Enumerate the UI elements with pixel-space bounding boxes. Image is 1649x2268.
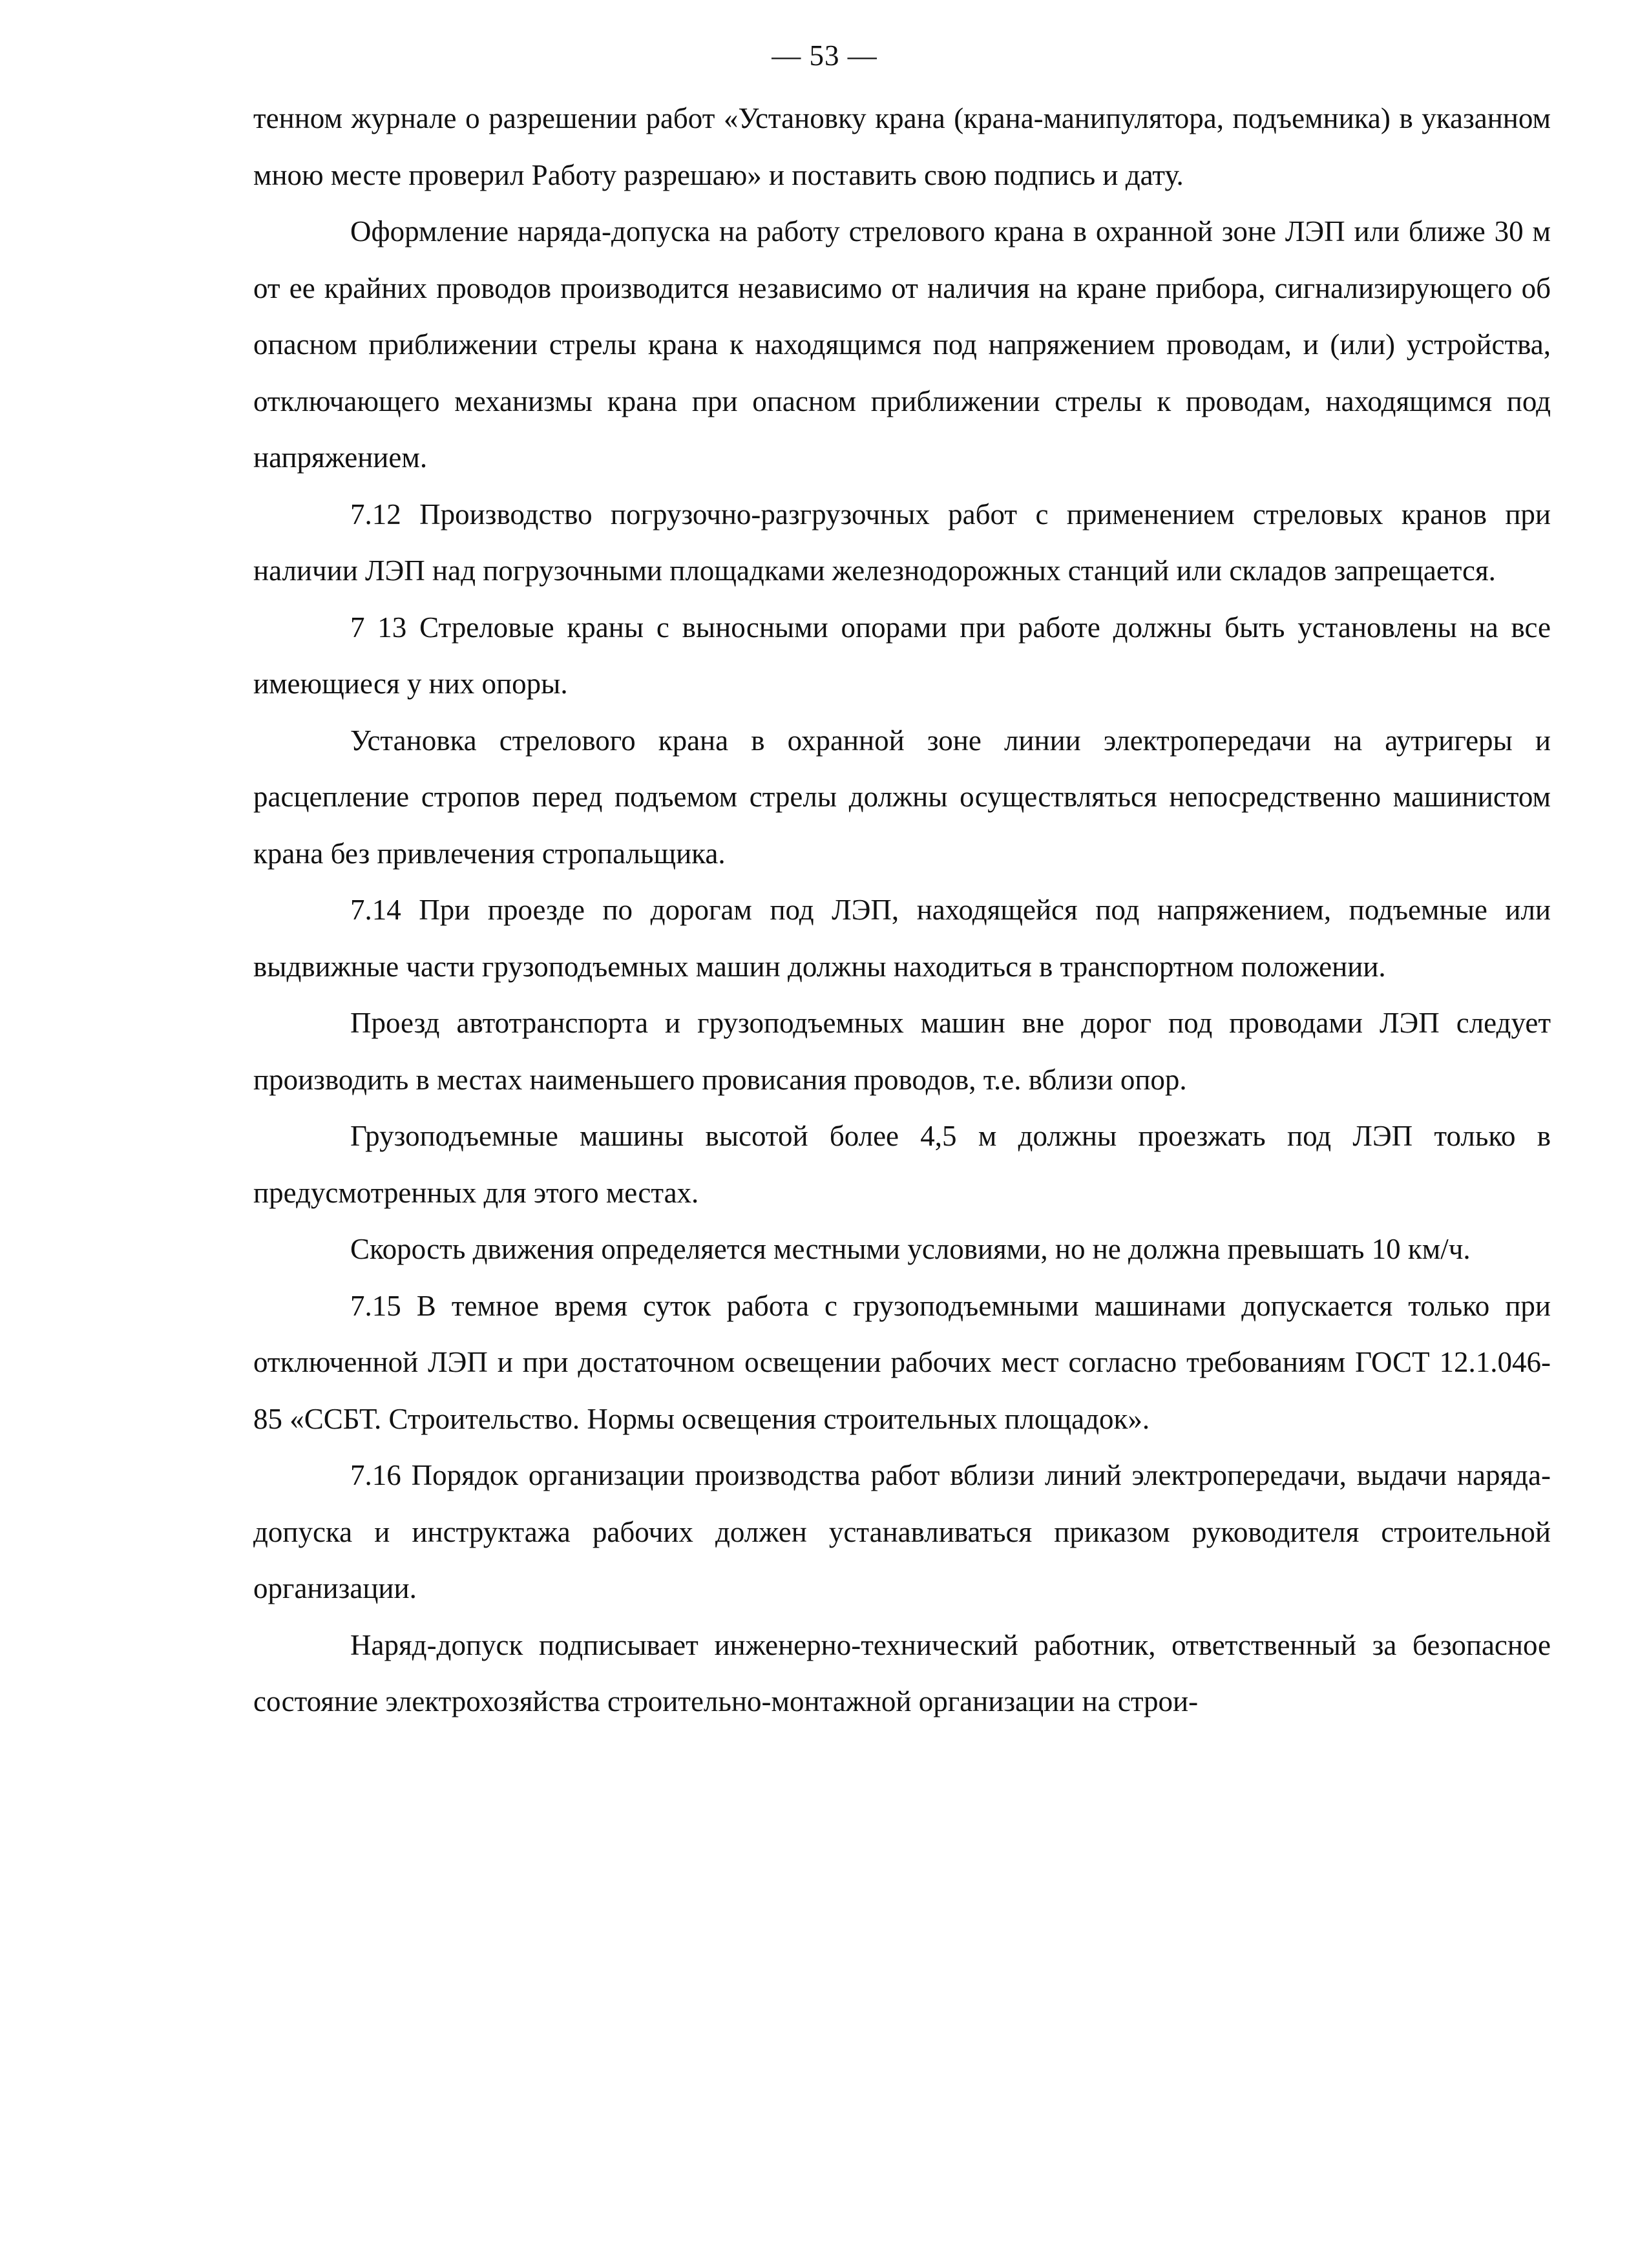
paragraph-offroad-passage: Проезд автотранспорта и грузоподъемных машин вне дорог под проводами ЛЭП следует производить в местах наименьшего провисания проводов, т.е. вблизи опор. (253, 1007, 1551, 1096)
paragraph-7-15: 7.15 В темное время суток работа с грузоподъемными машинами допускается только при отключенной ЛЭП и при достаточном освещении рабочих мест согласно требованиям ГОСТ 12.1.046-85 «ССБТ. Строительство. Нормы освещения строительных площадок». (253, 1289, 1551, 1435)
body-text (253, 90, 1551, 1730)
paragraph-7-16: 7.16 Порядок организации производства работ вблизи линий электропередачи, выдачи наряда-допуска и инструктажа рабочих должен устанавливаться приказом руководителя строительной организации. (253, 1459, 1551, 1604)
paragraph-vehicle-height: Грузоподъемные машины высотой более 4,5 м должны проезжать под ЛЭП только в предусмотренных для этого местах. (253, 1120, 1551, 1209)
paragraph-7-13: 7 13 Стреловые краны с выносными опорами при работе должны быть установлены на все имеющиеся у них опоры. (253, 611, 1551, 700)
paragraph-permit-issuance: Оформление наряда-допуска на работу стрелового крана в охранной зоне ЛЭП или ближе 30 м от ее крайних проводов производится независимо от наличия на кране прибора, сигнализирующего об опасном приближении стрелы крана к находящимся под напряжением проводам, и (или) устройства, отключающего механизмы крана при опасном приближении стрелы к проводам, находящимся под напряжением. (253, 215, 1551, 474)
paragraph-7-12: 7.12 Производство погрузочно-разгрузочных работ с применением стреловых кранов при наличии ЛЭП над погрузочными площадками железнодорожных станций или складов запрещается. (253, 498, 1551, 587)
paragraph-continuation: тенном журнале о разрешении работ «Установку крана (крана-манипулятора, подъемника) в указанном мною месте проверил Работу разрешаю» и поставить свою подпись и дату. (253, 102, 1551, 191)
paragraph-speed-limit: Скорость движения определяется местными условиями, но не должна превышать 10 км/ч. (350, 1233, 1471, 1265)
page-number: — 53 — (772, 39, 877, 72)
paragraph-permit-signature: Наряд-допуск подписывает инженерно-технический работник, ответственный за безопасное состояние электрохозяйства строительно-монтажной организации на строи- (253, 1628, 1551, 1717)
paragraph-crane-outriggers: Установка стрелового крана в охранной зоне линии электропередачи на аутригеры и расцепление стропов перед подъемом стрелы должны осуществляться непосредственно машинистом крана без привлечения стропальщика. (253, 724, 1551, 870)
paragraph-7-14: 7.14 При проезде по дорогам под ЛЭП, находящейся под напряжением, подъемные или выдвижные части грузоподъемных машин должны находиться в транспортном положении. (253, 894, 1551, 983)
